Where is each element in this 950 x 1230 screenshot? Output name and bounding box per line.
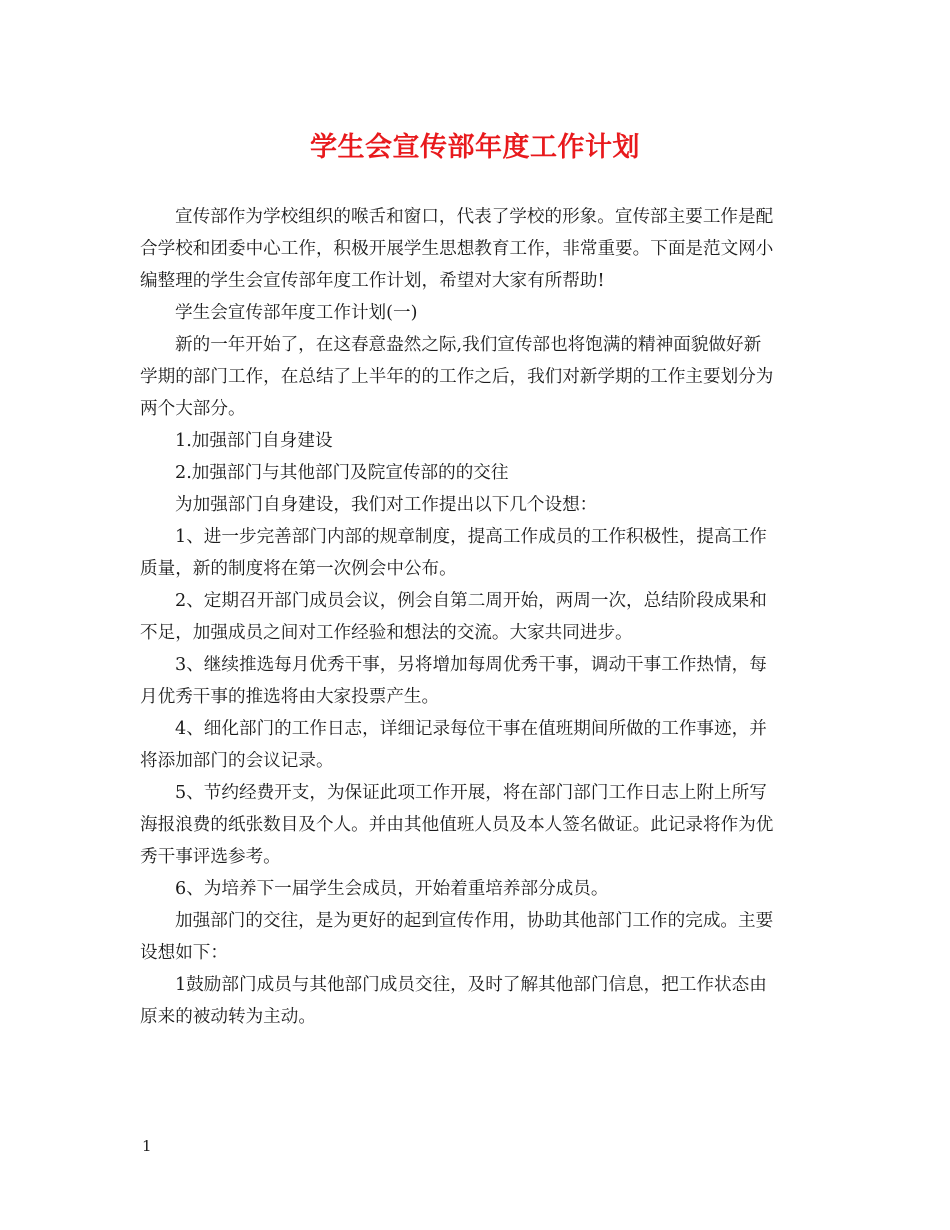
- document-body: [140, 201, 812, 1033]
- paragraph: [140, 489, 812, 521]
- paragraph-line: 两个大部分。: [140, 399, 246, 419]
- paragraph: [140, 521, 812, 585]
- paragraph: [140, 457, 812, 489]
- paragraph-line: 海报浪费的纸张数目及个人。并由其他值班人员及本人签名做证。此记录将作为优: [140, 815, 774, 835]
- paragraph: [140, 649, 812, 713]
- paragraph-line: 设想如下：: [140, 943, 228, 963]
- paragraph-line: 学生会宣传部年度工作计划(一): [175, 303, 418, 323]
- paragraph: [140, 329, 812, 425]
- page-number: 1: [142, 1137, 152, 1155]
- paragraph: [140, 969, 812, 1033]
- paragraph-line: 2、定期召开部门成员会议，例会自第二周开始，两周一次，总结阶段成果和: [175, 591, 767, 611]
- paragraph-line: 为加强部门自身建设，我们对工作提出以下几个设想：: [175, 495, 598, 515]
- paragraph-line: 质量，新的制度将在第一次例会中公布。: [140, 559, 457, 579]
- paragraph-line: 合学校和团委中心工作，积极开展学生思想教育工作，非常重要。下面是范文网小: [140, 239, 774, 259]
- paragraph: [140, 585, 812, 649]
- paragraph-line: 3、继续推选每月优秀干事，另将增加每周优秀干事，调动干事工作热情，每: [175, 655, 767, 675]
- paragraph-line: 6、为培养下一届学生会成员，开始着重培养部分成员。: [175, 879, 609, 899]
- document-title: 学生会宣传部年度工作计划: [310, 132, 640, 163]
- paragraph-line: 1、进一步完善部门内部的规章制度，提高工作成员的工作积极性，提高工作: [175, 527, 767, 547]
- paragraph-line: 1.加强部门自身建设: [175, 431, 333, 451]
- paragraph-line: 将添加部门的会议记录。: [140, 751, 334, 771]
- paragraph-line: 1鼓励部门成员与其他部门成员交往，及时了解其他部门信息，把工作状态由: [175, 975, 767, 995]
- paragraph: [140, 905, 812, 969]
- paragraph-line: 宣传部作为学校组织的喉舌和窗口，代表了学校的形象。宣传部主要工作是配: [175, 207, 774, 227]
- paragraph-line: 4、细化部门的工作日志，详细记录每位干事在值班期间所做的工作事迹，并: [175, 719, 767, 739]
- paragraph-line: 原来的被动转为主动。: [140, 1007, 316, 1027]
- paragraph: [140, 297, 812, 329]
- paragraph-line: 编整理的学生会宣传部年度工作计划，希望对大家有所帮助!: [140, 271, 605, 291]
- paragraph-line: 秀干事评选参考。: [140, 847, 281, 867]
- paragraph-line: 不足，加强成员之间对工作经验和想法的交流。大家共同进步。: [140, 623, 633, 643]
- paragraph-line: 2.加强部门与其他部门及院宣传部的的交往: [175, 463, 509, 483]
- paragraph-line: 学期的部门工作，在总结了上半年的的工作之后，我们对新学期的工作主要划分为: [140, 367, 774, 387]
- paragraph: [140, 777, 812, 873]
- paragraph: [140, 201, 812, 297]
- paragraph-line: 新的一年开始了，在这春意盎然之际,我们宣传部也将饱满的精神面貌做好新: [175, 335, 762, 355]
- paragraph: [140, 873, 812, 905]
- paragraph-line: 5、节约经费开支，为保证此项工作开展，将在部门部门工作日志上附上所写: [175, 783, 767, 803]
- paragraph-line: 加强部门的交往，是为更好的起到宣传作用，协助其他部门工作的完成。主要: [175, 911, 774, 931]
- paragraph-line: 月优秀干事的推选将由大家投票产生。: [140, 687, 440, 707]
- paragraph: [140, 425, 812, 457]
- paragraph: [140, 713, 812, 777]
